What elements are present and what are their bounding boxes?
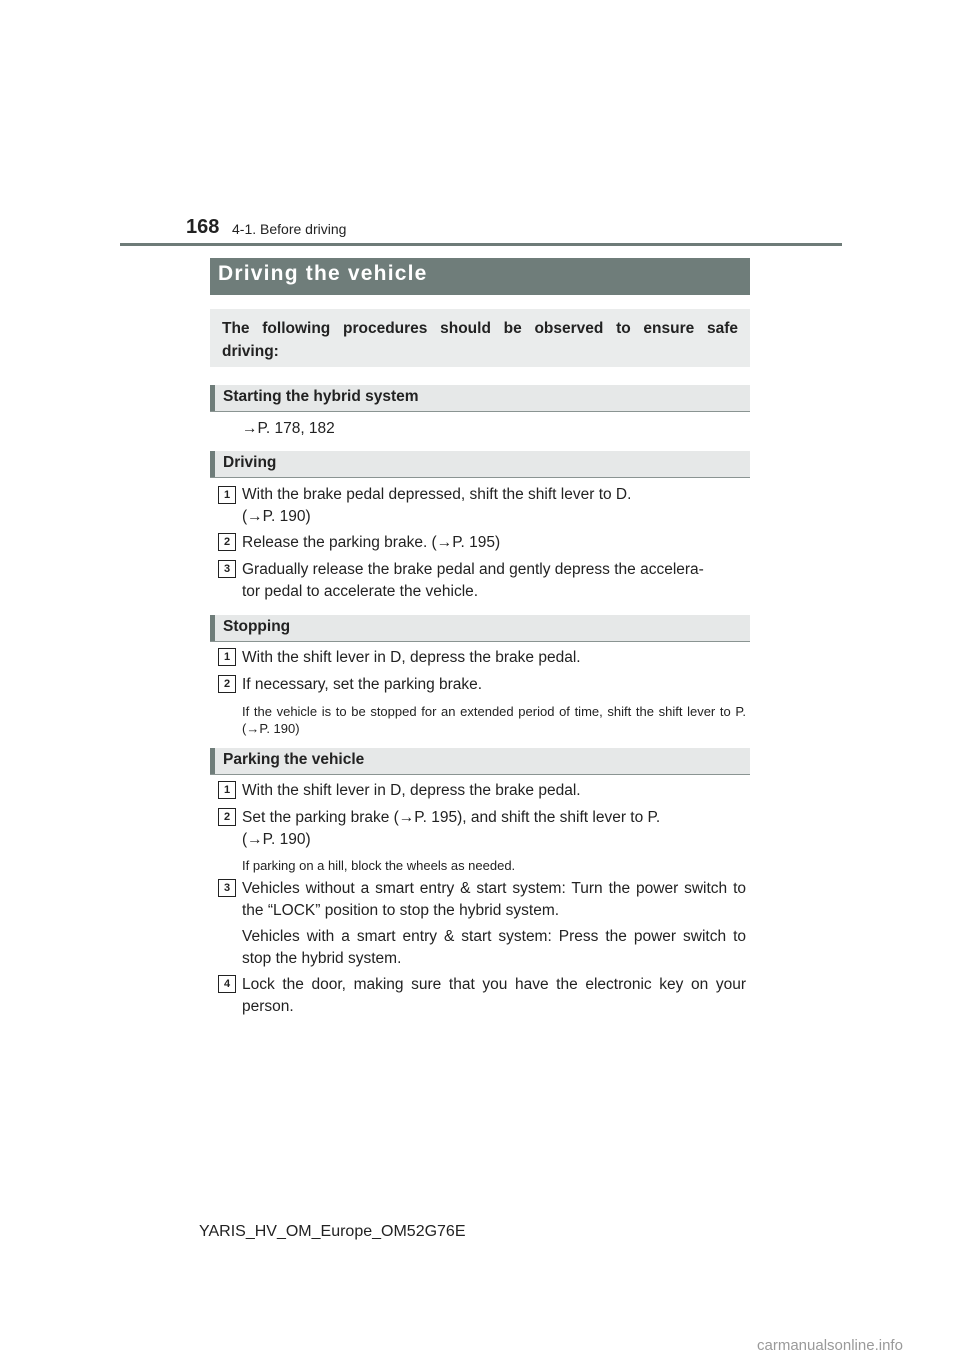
step-number-box: 4 (218, 975, 236, 993)
subheading-starting-label: Starting the hybrid system (223, 388, 419, 405)
subheading-parking-label: Parking the vehicle (223, 751, 365, 768)
step-number-box: 2 (218, 808, 236, 826)
intro-box (210, 309, 750, 367)
page-number: 168 (186, 216, 220, 238)
subheading-starting (210, 385, 750, 412)
page-reference-link[interactable]: (→P. 190) (242, 831, 311, 848)
step-number-box: 1 (218, 486, 236, 504)
subheading-driving-label: Driving (223, 454, 277, 471)
step-text: Vehicles with a smart entry & start system: Press the power switch to stop the hybrid system. (242, 928, 746, 967)
section-label: 4-1. Before driving (232, 221, 347, 237)
footer-code: YARIS_HV_OM_Europe_OM52G76E (199, 1223, 466, 1240)
subheading-stopping (210, 615, 750, 642)
step-number-box: 1 (218, 648, 236, 666)
step-text-line: Set the parking brake (→P. 195), and shift the shift lever to P. (242, 809, 661, 826)
subheading-parking (210, 748, 750, 775)
step-number-box: 3 (218, 560, 236, 578)
watermark: carmanualsonline.info (757, 1337, 903, 1354)
page-reference-link[interactable]: →P. 178, 182 (242, 420, 335, 437)
step-text (242, 559, 746, 603)
step-text: Lock the door, making sure that you have the electronic key on your person. (242, 976, 746, 1015)
step-text (242, 484, 746, 528)
subheading-stopping-label: Stopping (223, 618, 291, 635)
step-note: If parking on a hill, block the wheels as needed. (242, 858, 516, 873)
step-text-line: tor pedal to accelerate the vehicle. (242, 583, 479, 600)
page-reference-link[interactable]: (→P. 190) (242, 508, 311, 525)
header-rule (120, 243, 842, 246)
step-text-line: Gradually release the brake pedal and gently depress the accelera- (242, 561, 704, 578)
step-number-box: 2 (218, 533, 236, 551)
step-text: Vehicles without a smart entry & start system: Turn the power switch to the “LOCK” position to stop the hybrid system. (242, 880, 746, 919)
page-title: Driving the vehicle (218, 262, 428, 285)
step-number-box: 3 (218, 879, 236, 897)
step-text (242, 807, 746, 851)
step-text: With the shift lever in D, depress the brake pedal. (242, 782, 581, 799)
step-text-line: With the brake pedal depressed, shift the shift lever to D. (242, 486, 632, 503)
step-number-box: 2 (218, 675, 236, 693)
step-text: With the shift lever in D, depress the brake pedal. (242, 649, 581, 666)
step-number-box: 1 (218, 781, 236, 799)
subheading-driving (210, 451, 750, 478)
title-bar (210, 258, 750, 295)
step-text: Release the parking brake. (→P. 195) (242, 534, 501, 551)
step-note: If the vehicle is to be stopped for an extended period of time, shift the shift lever to P. (→P. 190) (242, 704, 746, 736)
intro-text: The following procedures should be observed to ensure safe driving: (222, 320, 738, 360)
step-text: If necessary, set the parking brake. (242, 676, 483, 693)
